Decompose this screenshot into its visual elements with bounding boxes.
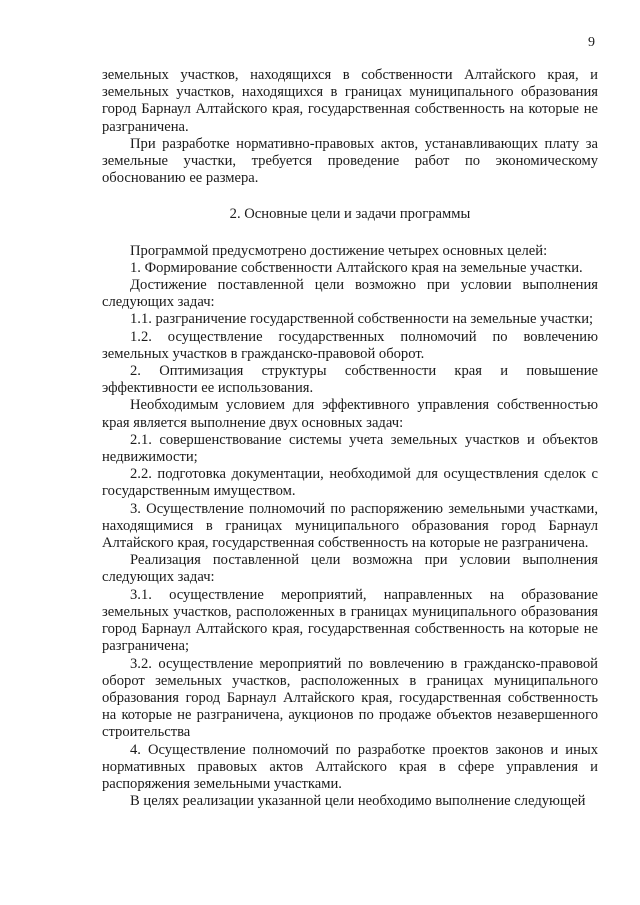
paragraph: При разработке нормативно-правовых актов, устанавливающих плату за земельные участки, требуется проведение работ по экономическому обоснованию ее размера. [102, 135, 598, 187]
paragraph: земельных участков, находящихся в собственности Алтайского края, и земельных участков, находящихся в границах муниципального образования город Барнаул Алтайского края, государственная собственность на которые не разграничена. [102, 67, 598, 135]
goal-item: 4. Осуществление полномочий по разработке проектов законов и иных нормативных правовых актов Алтайского края в сфере управления и распоряжения земельными участками. [102, 741, 598, 792]
task-item: 2.2. подготовка документации, необходимой для осуществления сделок с государственным имуществом. [102, 466, 598, 500]
document-body [102, 67, 598, 810]
paragraph: Реализация поставленной цели возможна при условии выполнения следующих задач: [102, 552, 598, 586]
paragraph: Необходимым условием для эффективного управления собственностью края является выполнение двух основных задач: [102, 397, 598, 431]
task-item: 2.1. совершенствование системы учета земельных участков и объектов недвижимости; [102, 431, 598, 466]
goal-item: 3. Осуществление полномочий по распоряжению земельными участками, находящимися в границах муниципального образования город Барнаул Алтайского края, государственная собственность на которые не разграничена. [102, 500, 598, 552]
task-item: 3.2. осуществление мероприятий по вовлечению в гражданско-правовой оборот земельных участков, расположенных в границах муниципального образования город Барнаул Алтайского края, государственная собственность на которые не разграничена, аукционов по продаже объектов незавершенного строительства [102, 655, 598, 741]
goal-item: 1. Формирование собственности Алтайского края на земельные участки. [130, 259, 583, 276]
goal-item: 2. Оптимизация структуры собственности края и повышение эффективности ее использования. [102, 363, 598, 397]
section-heading: 2. Основные цели и задачи программы [229, 206, 471, 223]
task-item: 1.2. осуществление государственных полномочий по вовлечению земельных участков в гражданско-правовой оборот. [102, 328, 598, 362]
task-item: 3.1. осуществление мероприятий, направленных на образование земельных участков, расположенных в границах муниципального образования город Барнаул Алтайского края, государственная собственность на которые не разграничена; [102, 586, 598, 655]
task-item: 1.1. разграничение государственной собственности на земельные участки; [130, 311, 594, 328]
paragraph: Программой предусмотрено достижение четырех основных целей: [130, 242, 548, 259]
page-number: 9 [588, 35, 595, 50]
paragraph: Достижение поставленной цели возможно при условии выполнения следующих задач: [102, 277, 598, 311]
paragraph: В целях реализации указанной цели необходимо выполнение следующей [130, 793, 586, 810]
